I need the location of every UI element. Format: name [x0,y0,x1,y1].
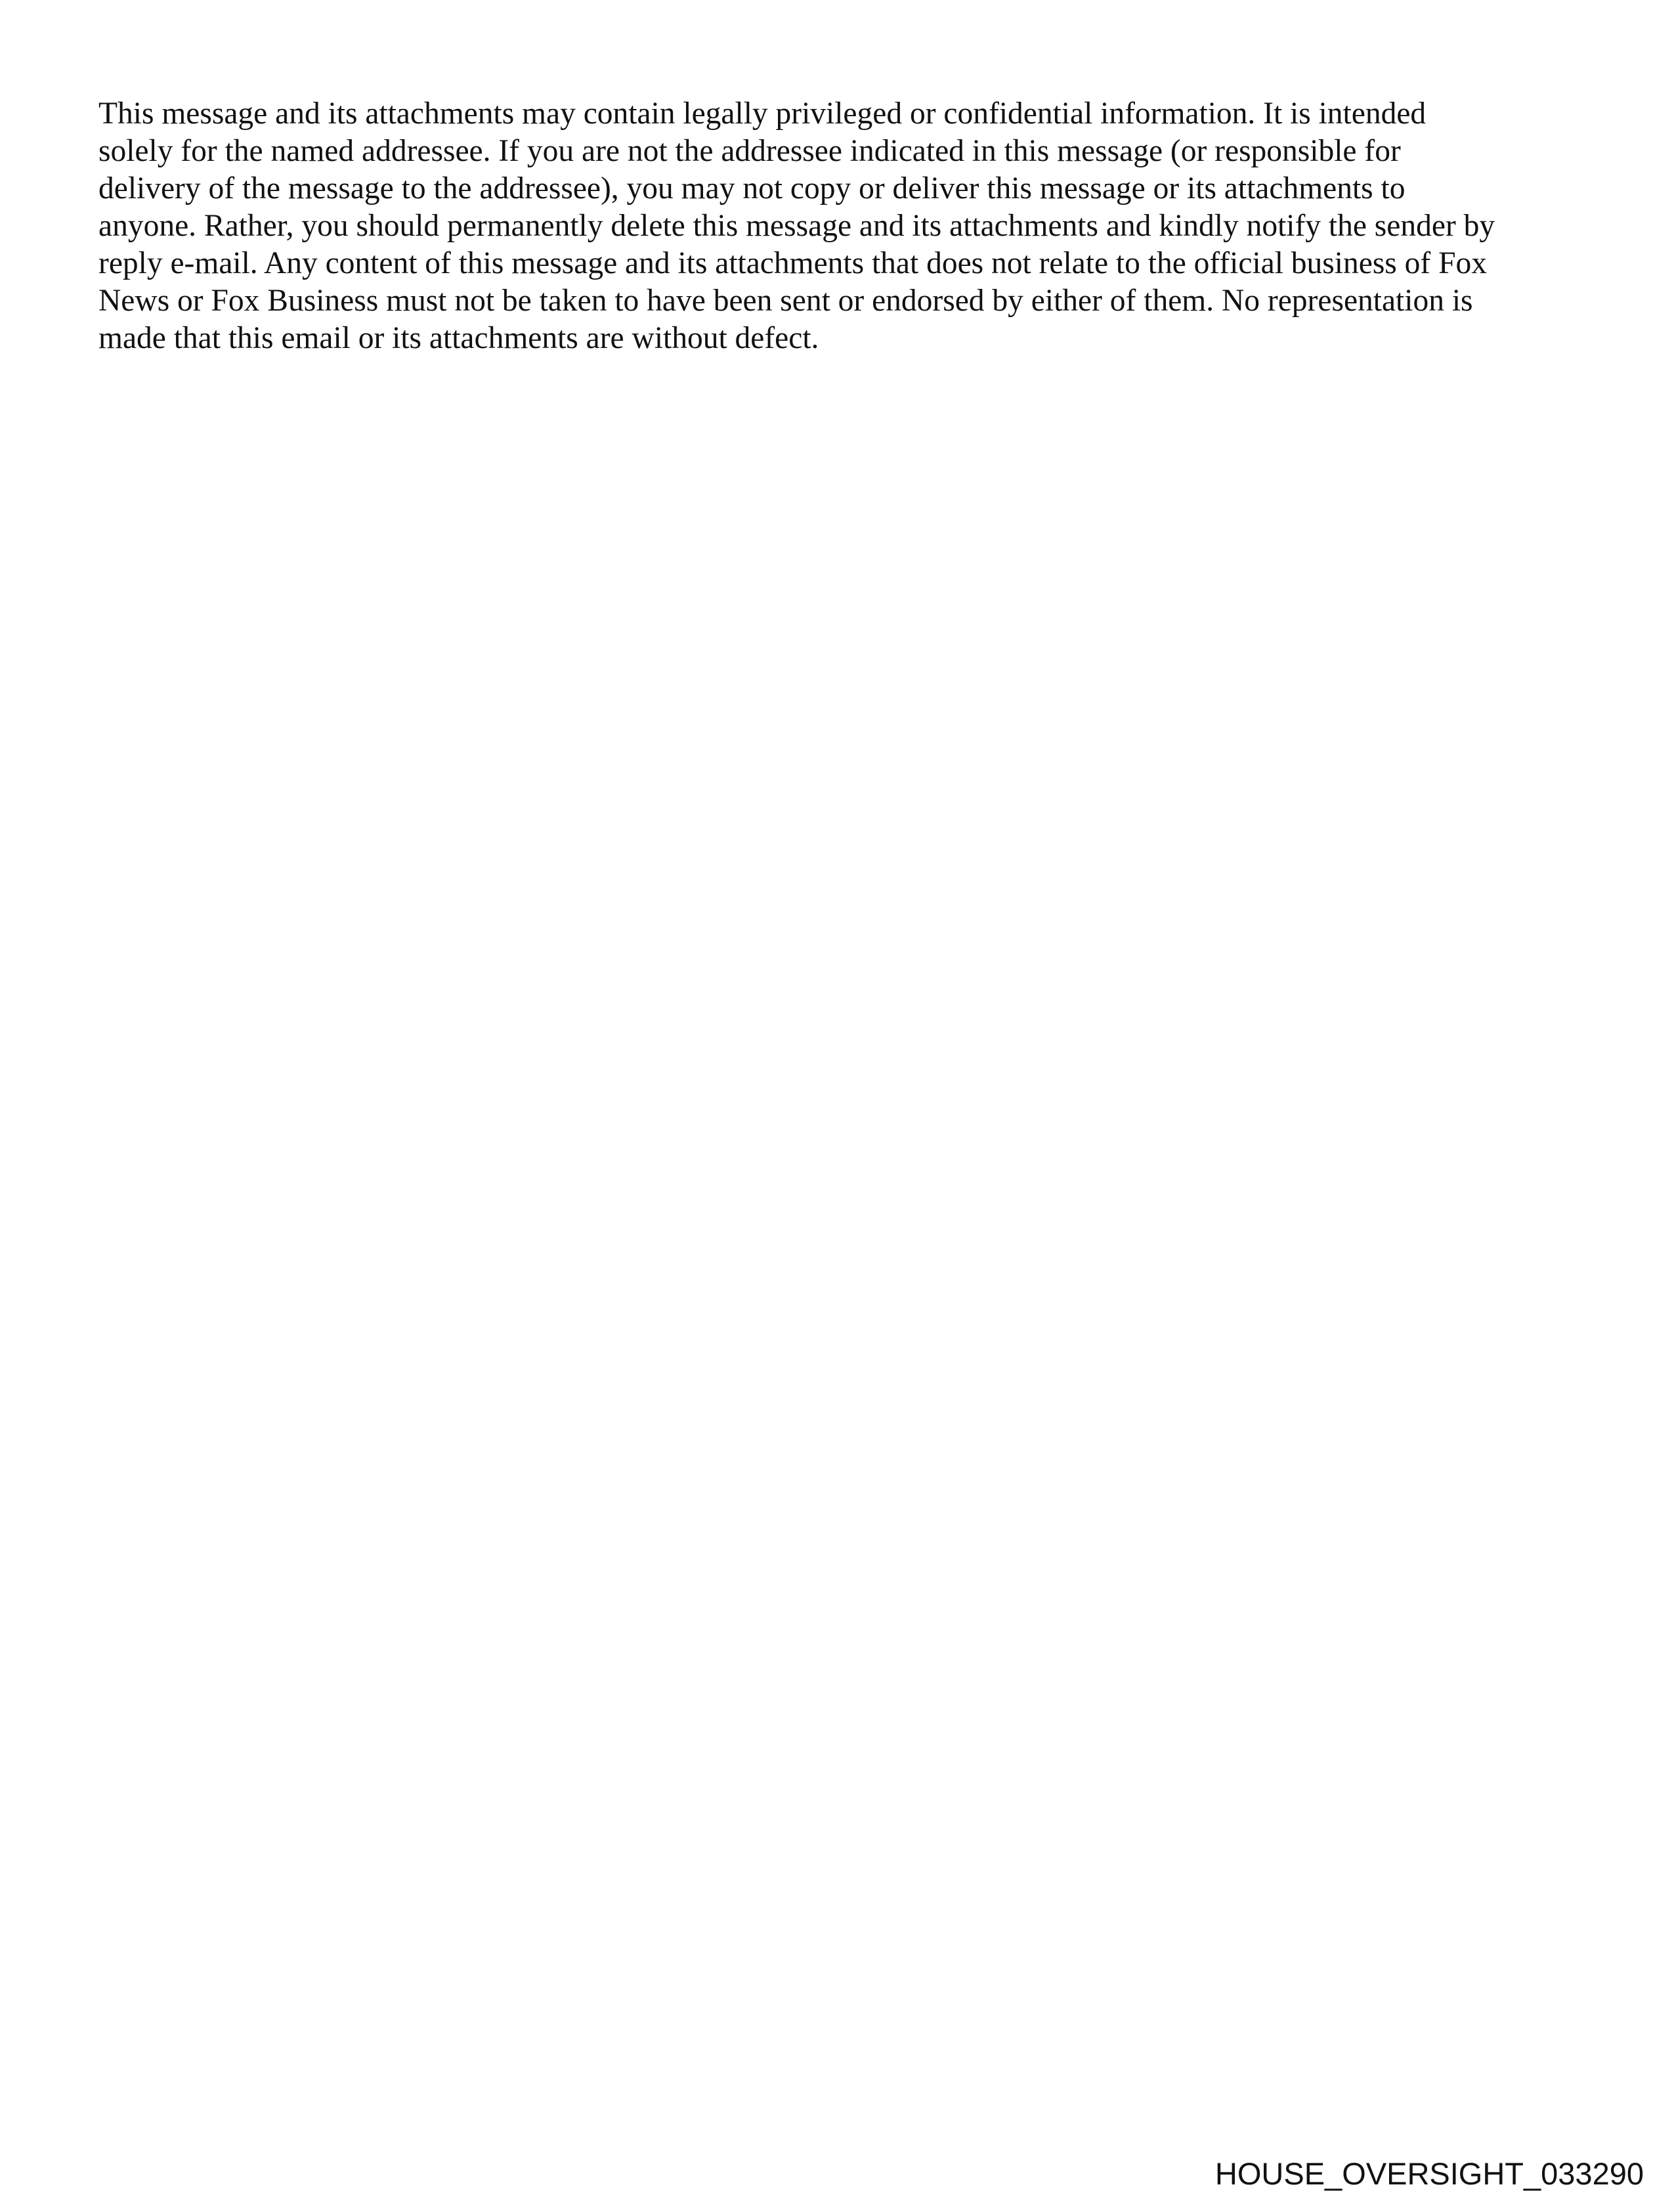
disclaimer-line: delivery of the message to the addressee), you may not copy or deliver this message or its attachments to [98,171,1406,206]
disclaimer-line: anyone. Rather, you should permanently delete this message and its attachments and kindly notify the sender by [98,209,1495,243]
bates-number: HOUSE_OVERSIGHT_033290 [1214,2156,1644,2191]
disclaimer-line: News or Fox Business must not be taken to have been sent or endorsed by either of them. No representation is [98,284,1473,318]
disclaimer-line: This message and its attachments may contain legally privileged or confidential information. It is intended [98,97,1427,131]
disclaimer-line: solely for the named addressee. If you are not the addressee indicated in this message (or responsible for [98,134,1401,168]
disclaimer-line: reply e-mail. Any content of this message and its attachments that does not relate to the official business of Fox [98,246,1488,280]
disclaimer-line: made that this email or its attachments are without defect. [98,321,819,355]
confidentiality-disclaimer [98,95,1589,357]
